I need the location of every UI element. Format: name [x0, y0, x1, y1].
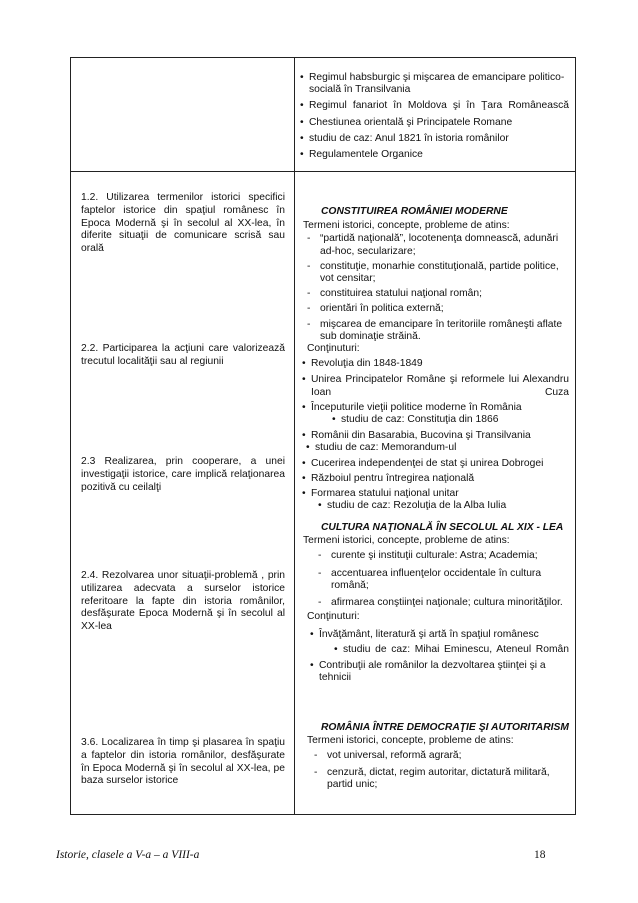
section-democratie [303, 722, 569, 791]
term-item: - “partidă naţională”, locotenenţa domnească, adunări ad-hoc, secularizare; [320, 233, 569, 257]
list-item: • Regimul fanariot în Moldova şi în Ţara Românească [309, 100, 569, 112]
competence-3-6: 3.6. Localizarea în timp şi plasarea în spaţiu a faptelor din istoria românilor, desfăşurate în Epoca Modernă şi în secolul al XX-lea, pe baza surselor istorice [81, 737, 285, 787]
content-item: • Războiul pentru întregirea naţională [311, 473, 569, 485]
content-item: • Revoluţia din 1848-1849 [311, 358, 569, 370]
competence-1-2: 1.2. Utilizarea termenilor istorici specifici faptelor istorice din spaţiul românesc în Epoca Modernă şi în secolul al XX-lea, în diferite situaţii de comunicare scrisă sau orală [81, 192, 285, 255]
contents-label: Conţinuturi: [307, 343, 360, 355]
term-item: - constituţie, monarhie constituţională, partide politice, vot censitar; [320, 261, 569, 285]
list-item: • studiu de caz: Anul 1821 în istoria românilor [309, 133, 569, 145]
list-item: • Chestiunea orientală şi Principatele Romane [309, 117, 569, 129]
content-item: • Românii din Basarabia, Bucovina şi Transilvania [311, 430, 569, 442]
terms-label: Termeni istorici, concepte, probleme de atins: [307, 735, 514, 747]
competence-2-2: 2.2. Participarea la acţiuni care valorizează trecutul localităţii sau al regiunii [81, 343, 285, 367]
term-item: - afirmarea conştiinţei naţionale; cultura minorităţilor. [331, 597, 569, 609]
case-study-item: • studiu de caz: Mihai Eminescu, Ateneul Român [343, 644, 569, 656]
terms-label: Termeni istorici, concepte, probleme de atins: [303, 220, 510, 232]
competence-2-3: 2.3 Realizarea, prin cooperare, a unei investigaţii istorice, care implică relaţionarea pozitivă cu ceilalţi [81, 456, 285, 493]
content-item: • Cucerirea independenţei de stat şi unirea Dobrogei [311, 458, 569, 470]
term-item: - curente şi instituţii culturale: Astra; Academia; [331, 550, 569, 562]
footer-title: Istorie, clasele a V-a – a VIII-a [56, 849, 200, 861]
case-study-item: • studiu de caz: Constituţia din 1866 [341, 414, 569, 426]
section-constituirea [303, 206, 569, 512]
content-item: • Începuturile vieţii politice moderne în România [311, 402, 569, 414]
term-item: - cenzură, dictat, regim autoritar, dictatură militară, partid unic; [327, 767, 569, 791]
content-item: • Învăţământ, literatură şi artă în spaţiul românesc [319, 629, 569, 641]
curriculum-table [70, 57, 576, 815]
top-right-cell [303, 72, 569, 161]
content-item: • Unirea Principatelor Române şi reformele lui Alexandru Ioan Cuza [311, 374, 569, 398]
terms-label: Termeni istorici, concepte, probleme de atins: [303, 535, 510, 547]
section-cultura [303, 522, 569, 684]
content-item: • Formarea statului naţional unitar [311, 488, 569, 500]
section-title: ROMÂNIA ÎNTRE DEMOCRAŢIE ŞI AUTORITARISM [321, 722, 569, 733]
term-item: - accentuarea influenţelor occidentale în cultura română; [331, 568, 569, 592]
case-study-item: • studiu de caz: Rezoluţia de la Alba Iulia [327, 500, 569, 512]
page-number: 18 [534, 849, 546, 861]
list-item: • Regulamentele Organice [309, 149, 569, 161]
term-item: - constituirea statului naţional român; [320, 288, 569, 300]
term-item: - orientări în politica externă; [320, 303, 569, 315]
content-item: • Contribuţii ale românilor la dezvoltarea ştiinţei şi a tehnicii [319, 660, 569, 684]
section-title: CONSTITUIREA ROMÂNIEI MODERNE [321, 206, 508, 217]
row-divider [71, 171, 575, 172]
contents-label: Conţinuturi: [307, 611, 360, 623]
case-study-item: • studiu de caz: Memorandum-ul [315, 442, 569, 454]
term-item: - vot universal, reformă agrară; [327, 750, 569, 762]
list-item: • Regimul habsburgic şi mişcarea de emancipare politico-socială în Transilvania [309, 72, 569, 96]
term-item: - mişcarea de emancipare în teritoriile româneşti aflate sub dominaţie străină. [320, 319, 569, 343]
section-title: CULTURA NAŢIONALĂ ÎN SECOLUL AL XIX - LEA [321, 522, 564, 533]
competence-2-4: 2.4. Rezolvarea unor situaţii-problemă , prin utilizarea adecvata a surselor istorice referitoare la fapte din istoria românilor, desfăşurate Epoca Modernă şi în secolul al XX-lea [81, 570, 285, 633]
